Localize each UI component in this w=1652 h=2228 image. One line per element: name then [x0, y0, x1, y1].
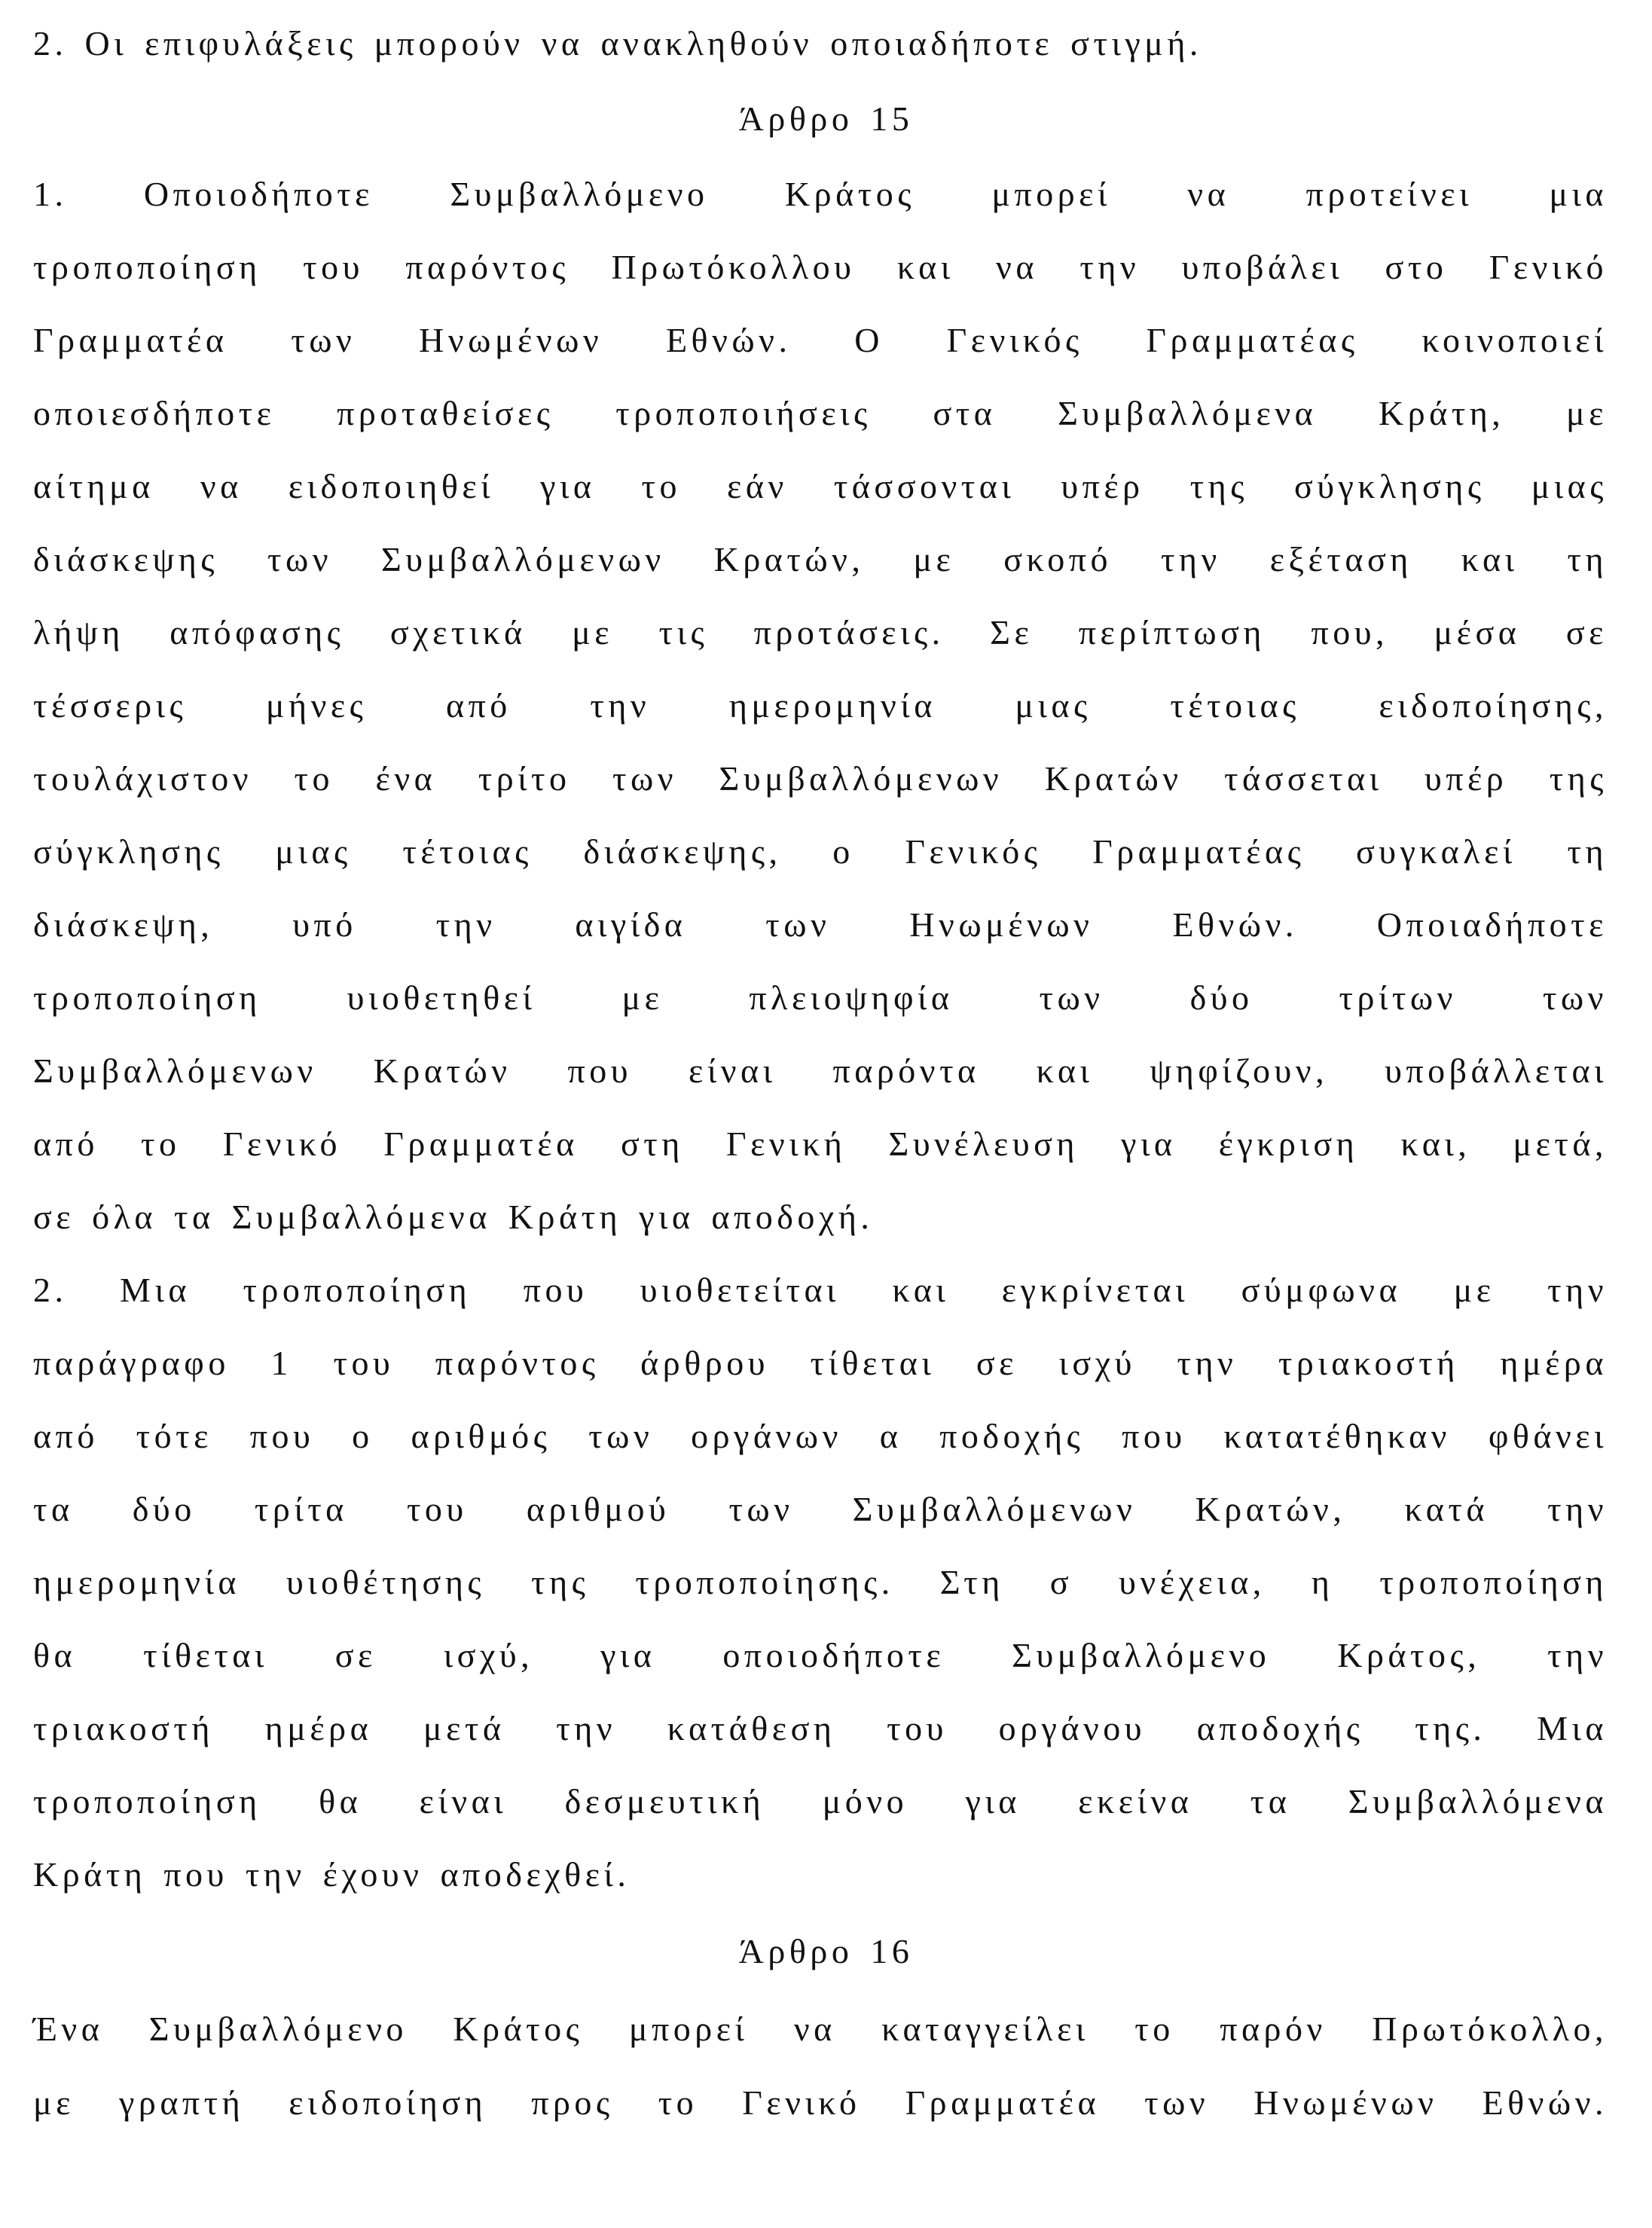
article-15-text-line: Συμβαλλόμενων Κρατών που είναι παρόντα και ψηφίζουν, υποβάλλεται: [33, 1051, 1608, 1090]
article-16-text-line: Ένα Συμβαλλόμενο Κράτος μπορεί να καταγγείλει το παρόν Πρωτόκολλο,: [33, 2010, 1608, 2048]
article-15-text-line: Γραμματέα των Ηνωμένων Εθνών. Ο Γενικός Γραμματέας κοινοποιεί: [33, 321, 1608, 359]
article-15-text-line: σε όλα τα Συμβαλλόμενα Κράτη για αποδοχή.: [33, 1198, 874, 1236]
article-15-text-line: 1. Οποιοδήποτε Συμβαλλόμενο Κράτος μπορεί να προτείνει μια: [33, 175, 1608, 213]
article-15-text-line: Κράτη που την έχουν αποδεχθεί.: [33, 1855, 631, 1894]
article-15-heading: Άρθρο 15: [738, 99, 914, 138]
article-15-text-line: τροποποίηση θα είναι δεσμευτική μόνο για εκείνα τα Συμβαλλόμενα: [33, 1782, 1608, 1821]
article-15-text-line: σύγκλησης μιας τέτοιας διάσκεψης, ο Γενικός Γραμματέας συγκαλεί τη: [33, 832, 1608, 871]
article-15-text-line: τριακοστή ημέρα μετά την κατάθεση του οργάνου αποδοχής της. Μια: [33, 1709, 1608, 1747]
article-15-text-line: από το Γενικό Γραμματέα στη Γενική Συνέλευση για έγκριση και, μετά,: [33, 1125, 1608, 1163]
article-15-text-line: 2. Μια τροποποίηση που υιοθετείται και εγκρίνεται σύμφωνα με την: [33, 1271, 1608, 1309]
article-15-text-line: τουλάχιστον το ένα τρίτο των Συμβαλλόμενων Κρατών τάσσεται υπέρ της: [33, 759, 1608, 798]
reservations-paragraph: 2. Οι επιφυλάξεις μπορούν να ανακληθούν οποιαδήποτε στιγμή.: [33, 24, 1202, 63]
article-15-text-line: τροποποίηση του παρόντος Πρωτόκολλου και να την υποβάλει στο Γενικό: [33, 248, 1608, 286]
article-15-text-line: διάσκεψη, υπό την αιγίδα των Ηνωμένων Εθνών. Οποιαδήποτε: [33, 905, 1608, 944]
article-15-text-line: τέσσερις μήνες από την ημερομηνία μιας τέτοιας ειδοποίησης,: [33, 686, 1608, 725]
article-15-text-line: από τότε που ο αριθμός των οργάνων α ποδοχής που κατατέθηκαν φθάνει: [33, 1417, 1608, 1455]
article-15-text-line: λήψη απόφασης σχετικά με τις προτάσεις. Σε περίπτωση που, μέσα σε: [33, 613, 1608, 652]
article-15-text-line: παράγραφο 1 του παρόντος άρθρου τίθεται σε ισχύ την τριακοστή ημέρα: [33, 1344, 1608, 1382]
article-15-text-line: τροποποίηση υιοθετηθεί με πλειοψηφία των δύο τρίτων των: [33, 978, 1608, 1017]
article-15-text-line: αίτημα να ειδοποιηθεί για το εάν τάσσονται υπέρ της σύγκλησης μιας: [33, 467, 1608, 505]
article-16-heading: Άρθρο 16: [738, 1932, 914, 1970]
article-15-text-line: ημερομηνία υιοθέτησης της τροποποίησης. Στη σ υνέχεια, η τροποποίηση: [33, 1563, 1608, 1601]
article-15-text-line: διάσκεψης των Συμβαλλόμενων Κρατών, με σκοπό την εξέταση και τη: [33, 540, 1608, 578]
article-16-text-line: με γραπτή ειδοποίηση προς το Γενικό Γραμματέα των Ηνωμένων Εθνών.: [33, 2083, 1608, 2122]
article-15-text-line: θα τίθεται σε ισχύ, για οποιοδήποτε Συμβαλλόμενο Κράτος, την: [33, 1636, 1608, 1674]
article-15-text-line: τα δύο τρίτα του αριθμού των Συμβαλλόμενων Κρατών, κατά την: [33, 1490, 1608, 1528]
article-15-text-line: οποιεσδήποτε προταθείσες τροποποιήσεις στα Συμβαλλόμενα Κράτη, με: [33, 394, 1608, 432]
